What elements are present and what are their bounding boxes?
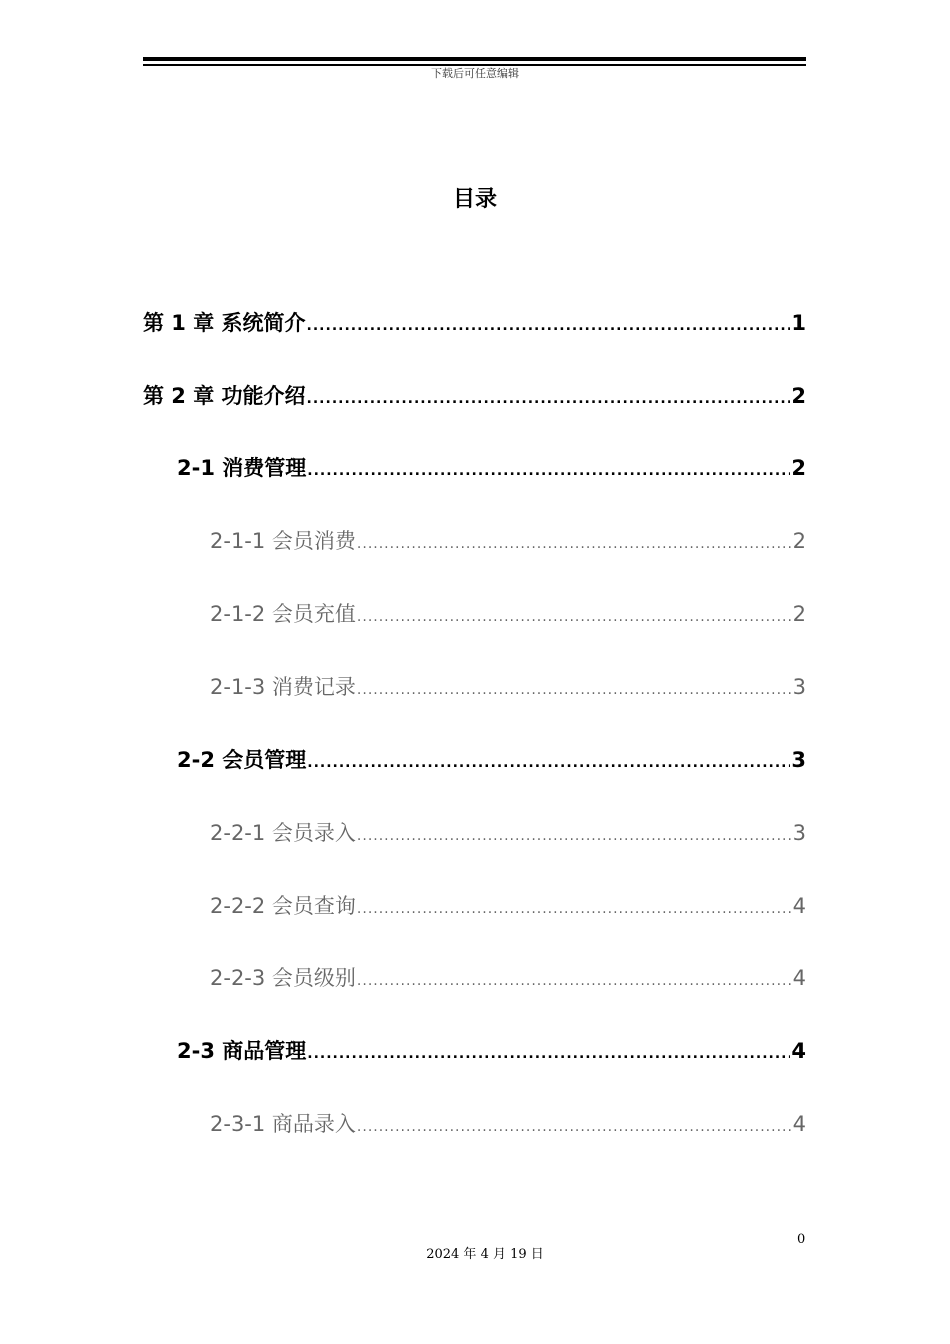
toc-entry-2-2-1[interactable] — [210, 818, 806, 848]
toc-dot-leader — [357, 529, 792, 559]
toc-dot-leader — [357, 894, 792, 924]
toc-entry-label: 2-1 消费管理 — [177, 456, 307, 480]
page-number: 0 — [797, 1232, 806, 1247]
toc-entry-page: 4 — [792, 1112, 806, 1136]
toc-entry-label: 第 1 章 系统简介 — [143, 311, 306, 335]
footer-date: 2024 年 4 月 19 日 — [426, 1247, 544, 1262]
toc-dot-leader — [357, 1112, 792, 1142]
toc-title: 目录 — [452, 187, 497, 212]
toc-entry-page: 2 — [791, 384, 806, 408]
toc-entry-2-3-1[interactable] — [210, 1109, 806, 1139]
toc-entry-page: 4 — [792, 894, 806, 918]
toc-dot-leader — [307, 1039, 790, 1069]
toc-entry-label: 2-1-3 消费记录 — [210, 675, 356, 699]
toc-entry-label: 2-1-1 会员消费 — [210, 529, 356, 553]
toc-entry-page: 3 — [791, 748, 806, 772]
toc-dot-leader — [357, 675, 792, 705]
toc-dot-leader — [307, 384, 791, 414]
toc-entry-label: 2-2-3 会员级别 — [210, 966, 356, 990]
toc-entry-2-3[interactable] — [177, 1036, 806, 1066]
header-note: 下载后可任意编辑 — [431, 67, 519, 80]
toc-entry-2-2-3[interactable] — [210, 963, 806, 993]
toc-entry-label: 第 2 章 功能介绍 — [143, 384, 306, 408]
toc-entry-page: 2 — [792, 602, 806, 626]
toc-entry-2-1-1[interactable] — [210, 526, 806, 556]
toc-entry-page: 3 — [792, 675, 806, 699]
toc-entry-2-2-2[interactable] — [210, 891, 806, 921]
toc-entry-label: 2-1-2 会员充值 — [210, 602, 356, 626]
toc-dot-leader — [307, 748, 790, 778]
toc-entry-page: 1 — [791, 311, 806, 335]
toc-dot-leader — [357, 821, 792, 851]
toc-dot-leader — [307, 311, 791, 341]
toc-entry-2-2[interactable] — [177, 745, 806, 775]
toc-entry-page: 2 — [792, 529, 806, 553]
toc-entry-label: 2-3 商品管理 — [177, 1039, 307, 1063]
toc-dot-leader — [357, 602, 792, 632]
toc-entry-chapter-2[interactable] — [143, 381, 806, 411]
header-rule-thin — [143, 64, 806, 66]
header-rule-thick — [143, 57, 806, 61]
toc-entry-page: 3 — [792, 821, 806, 845]
toc-entry-page: 4 — [791, 1039, 806, 1063]
toc-entry-chapter-1[interactable] — [143, 308, 806, 338]
toc-dot-leader — [307, 456, 790, 486]
toc-entry-2-1-3[interactable] — [210, 672, 806, 702]
toc-entry-2-1-2[interactable] — [210, 599, 806, 629]
toc-entry-page: 2 — [791, 456, 806, 480]
toc-entry-label: 2-2-1 会员录入 — [210, 821, 356, 845]
toc-dot-leader — [357, 966, 792, 996]
toc-entry-label: 2-2 会员管理 — [177, 748, 307, 772]
toc-entry-label: 2-2-2 会员查询 — [210, 894, 356, 918]
toc-entry-page: 4 — [792, 966, 806, 990]
toc-entry-label: 2-3-1 商品录入 — [210, 1112, 356, 1136]
toc-entry-2-1[interactable] — [177, 453, 806, 483]
